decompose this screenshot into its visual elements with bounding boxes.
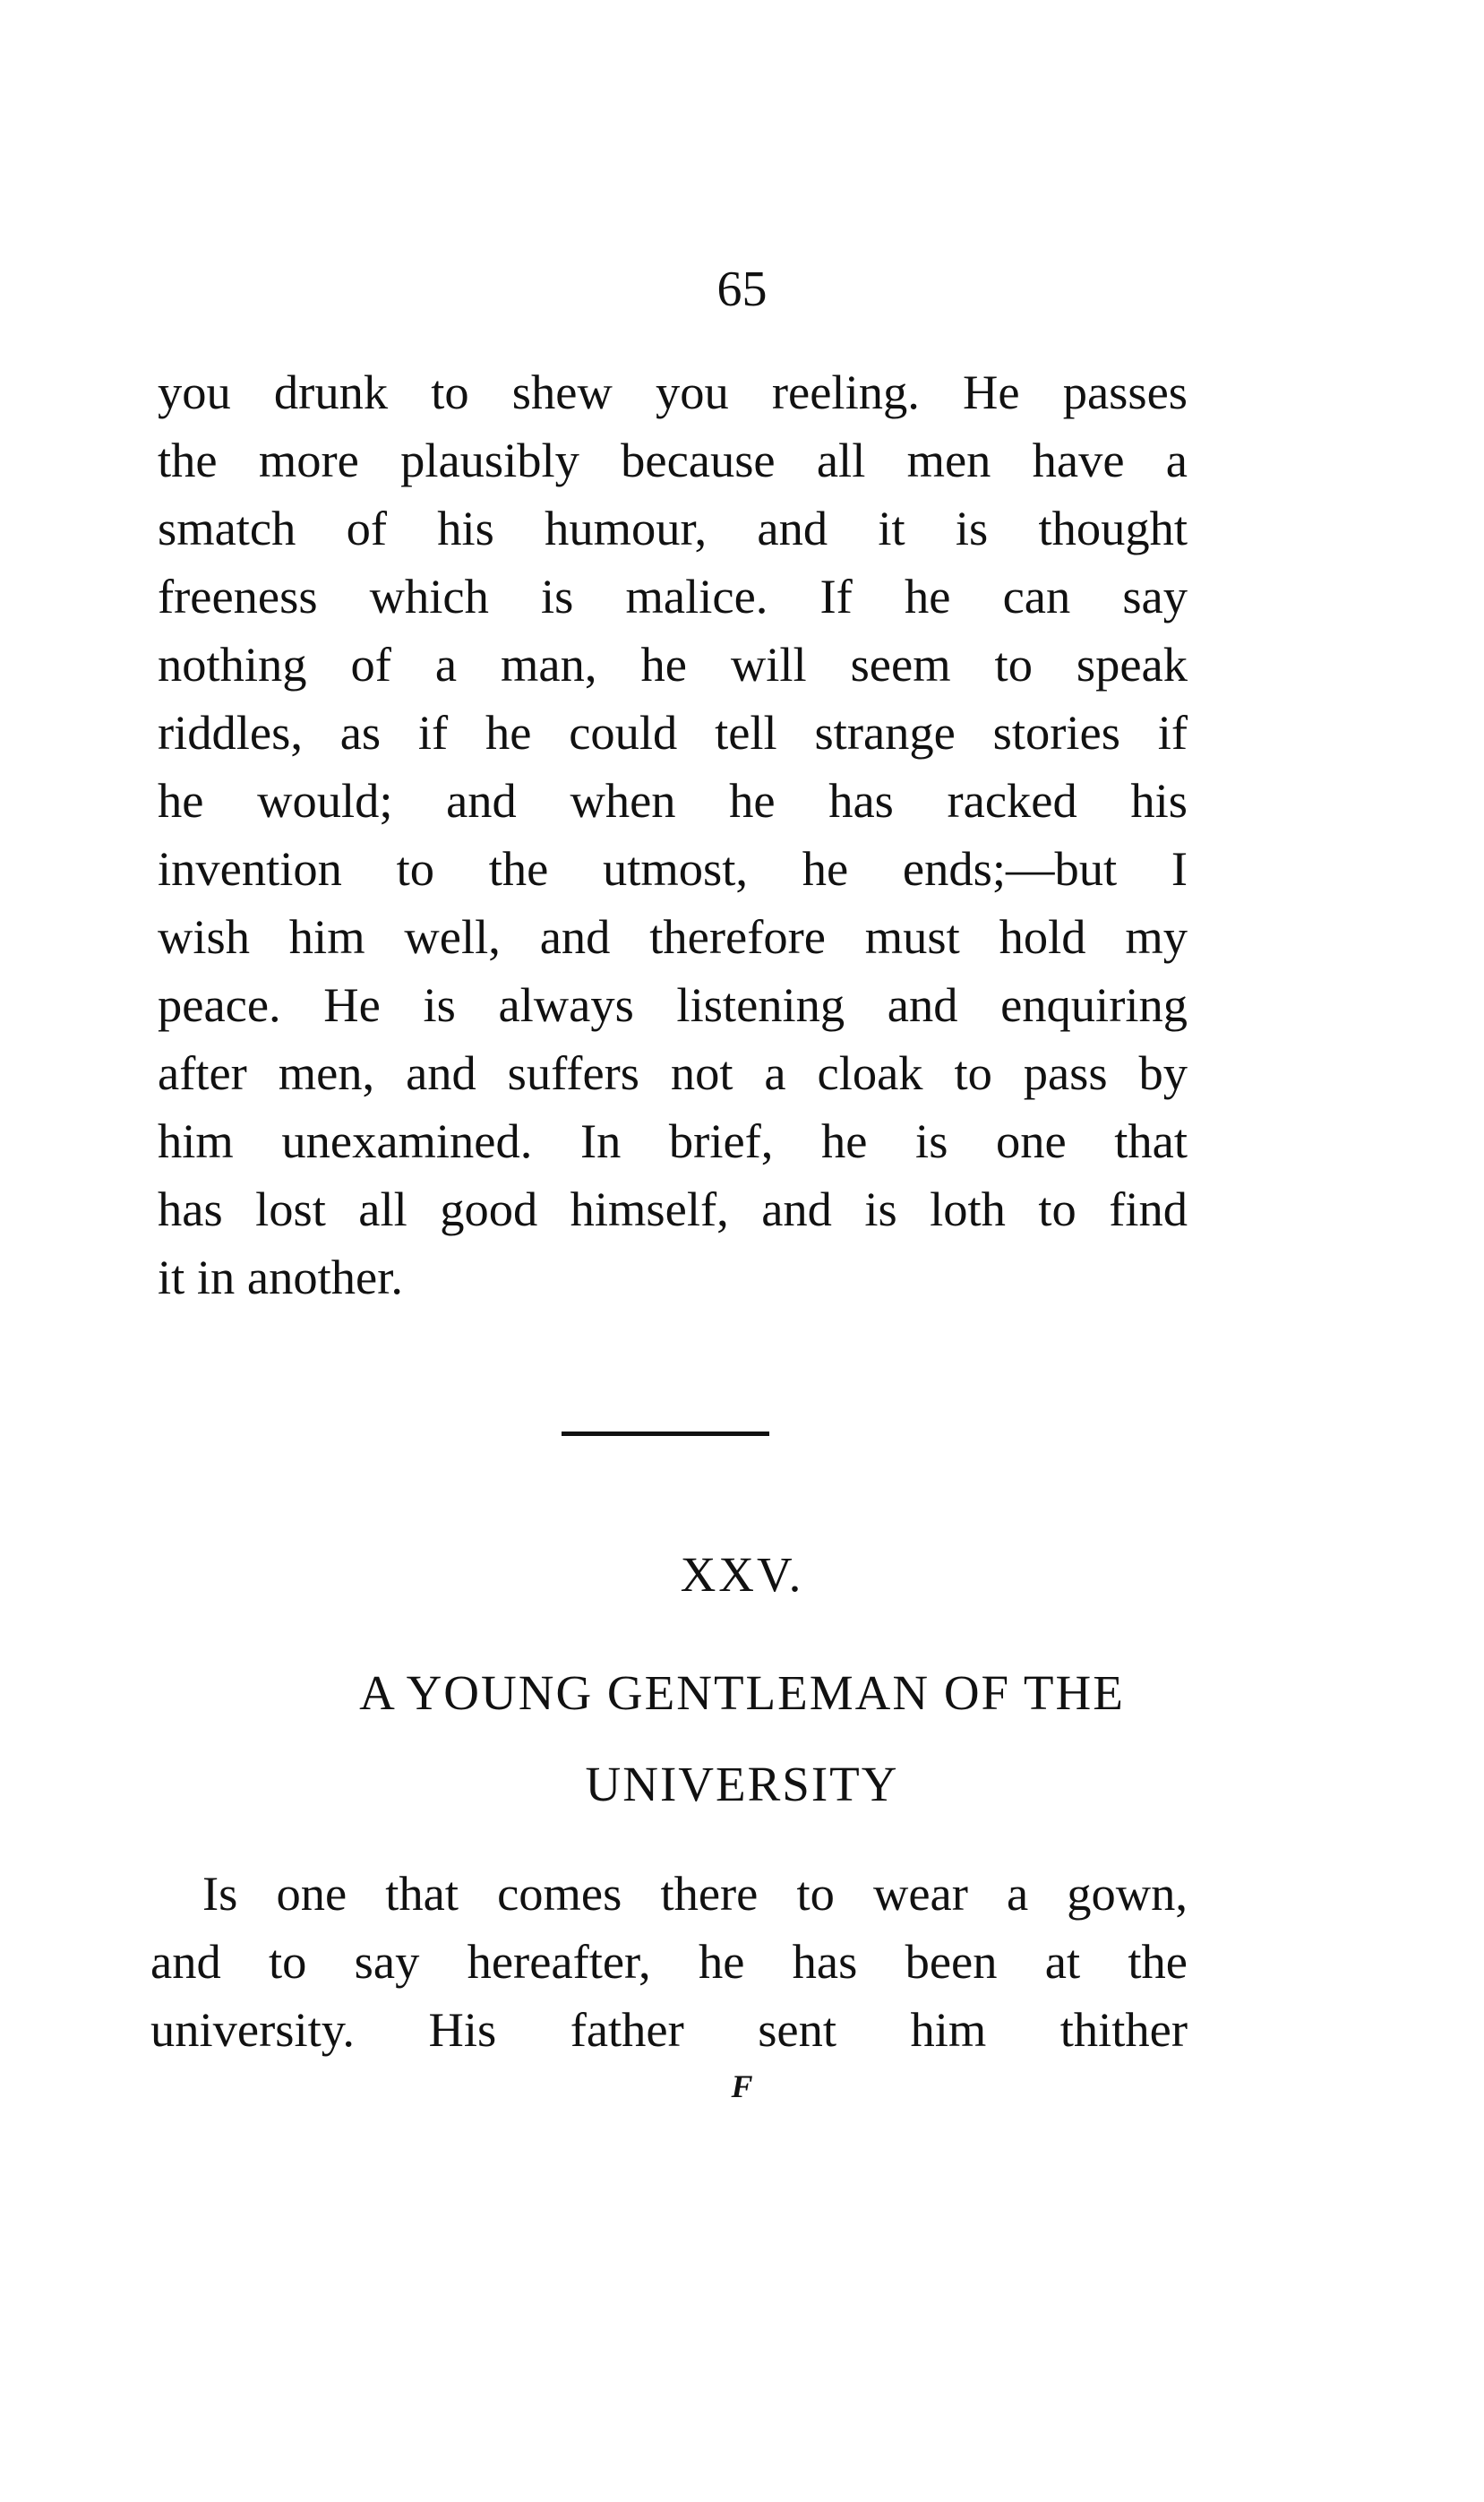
prose-line: wish him well, and therefore must hold my — [158, 909, 1188, 964]
prose-line: riddles, as if he could tell strange stories if — [158, 705, 1188, 760]
body-line: university. His father sent him thither — [150, 2002, 1188, 2057]
body-line: Is one that comes there to wear a gown, — [202, 1866, 1188, 1921]
prose-line: after men, and suffers not a cloak to pass by — [158, 1045, 1188, 1100]
body-line: and to say hereafter, he has been at the — [150, 1934, 1188, 1989]
signature-mark: F — [731, 2068, 753, 2104]
prose-line: he would; and when he has racked his — [158, 773, 1188, 828]
prose-line: him unexamined. In brief, he is one that — [158, 1113, 1188, 1168]
prose-line: nothing of a man, he will seem to speak — [158, 637, 1188, 692]
prose-line: freeness which is malice. If he can say — [158, 569, 1188, 623]
section-title-line: UNIVERSITY — [585, 1757, 899, 1811]
section-divider — [562, 1432, 769, 1436]
prose-line: smatch of his humour, and it is thought — [158, 501, 1188, 555]
prose-line: has lost all good himself, and is loth to find — [158, 1182, 1188, 1236]
prose-line: the more plausibly because all men have a — [158, 433, 1188, 487]
section-title-line: A YOUNG GENTLEMAN OF THE — [359, 1665, 1125, 1720]
prose-line: it in another. — [158, 1250, 403, 1304]
prose-line: peace. He is always listening and enquiring — [158, 977, 1188, 1032]
section-number: XXV. — [680, 1547, 804, 1602]
page-number: 65 — [716, 262, 768, 317]
prose-line: you drunk to shew you reeling. He passes — [158, 365, 1188, 419]
prose-line: invention to the utmost, he ends;—but I — [158, 841, 1188, 896]
